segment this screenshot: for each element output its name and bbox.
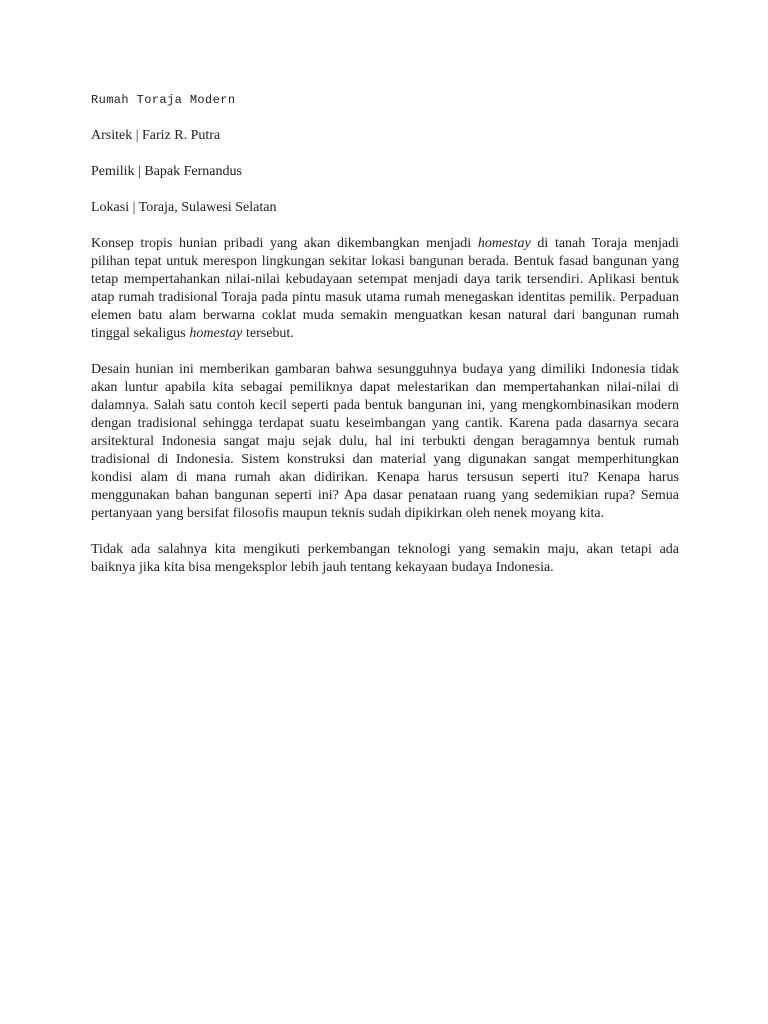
paragraph-text: tersebut. [242, 326, 294, 341]
paragraph-text: di tanah Toraja menjadi pilihan tepat untuk merespon lingkungan sekitar lokasi bangunan berada. Bentuk fasad bangunan yang tetap mempertahankan nilai-nilai kebudayaan setempat menjadi daya tarik tersendiri. Aplikasi bentuk atap rumah tradisional Toraja pada pintu masuk utama rumah menegaskan identitas pemilik. Perpaduan elemen batu alam berwarna coklat muda semakin menguatkan kesan natural dari bangunan rumah tinggal sekaligus [91, 236, 679, 341]
paragraph-closing: Tidak ada salahnya kita mengikuti perkembangan teknologi yang semakin maju, akan tetapi ada baiknya jika kita bisa mengeksplor lebih jauh tentang kekayaan budaya Indonesia. [91, 542, 679, 575]
italic-term: homestay [189, 326, 243, 341]
document-body [91, 91, 679, 595]
architect-line: Arsitek | Fariz R. Putra [91, 128, 221, 143]
location-line: Lokasi | Toraja, Sulawesi Selatan [91, 200, 277, 215]
owner-line: Pemilik | Bapak Fernandus [91, 164, 242, 179]
italic-term: homestay [477, 236, 531, 251]
paragraph-text: Konsep tropis hunian pribadi yang akan dikembangkan menjadi [91, 236, 478, 251]
paragraph-design: Desain hunian ini memberikan gambaran bahwa sesungguhnya budaya yang dimiliki Indonesia tidak akan luntur apabila kita sebagai pemiliknya dapat melestarikan dan mempertahankan nilai-nilai di dalamnya. Salah satu contoh kecil seperti pada bentuk bangunan ini, yang mengkombinasikan modern dengan tradisional sehingga terdapat suatu keseimbangan yang cantik. Karena pada dasarnya secara arsitektural Indonesia sangat maju sejak dulu, hal ini terbukti dengan beragamnya bentuk rumah tradisional di Indonesia. Sistem konstruksi dan material yang digunakan sangat memperhitungkan kondisi alam di mana rumah akan didirikan. Kenapa harus tersusun seperti itu? Kenapa harus menggunakan bahan bangunan seperti ini? Apa dasar penataan ruang yang sedemikian rupa? Semua pertanyaan yang bersifat filosofis maupun teknis sudah dipikirkan oleh nenek moyang kita. [91, 362, 679, 521]
document-title: Rumah Toraja Modern [91, 93, 236, 107]
paragraph-concept [91, 235, 679, 343]
